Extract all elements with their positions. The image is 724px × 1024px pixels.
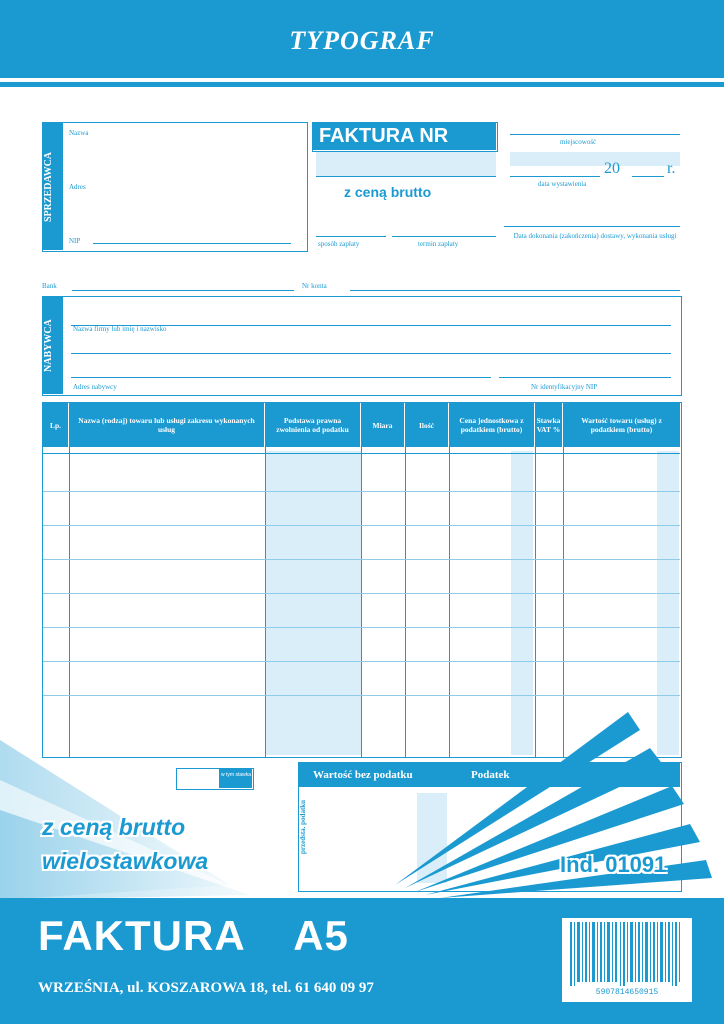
year-suffix: r. xyxy=(667,160,676,177)
buyer-nip-label: Nr identyfikacyjny NIP xyxy=(531,383,598,391)
col-value: Wartość towaru (usług) z podatkiem (brutto) xyxy=(581,416,662,434)
promo-line-2: wielostawkowa xyxy=(42,848,209,874)
tax-label: Podatek xyxy=(471,769,510,781)
delivery-date-label: Data dokonania (zakończenia) dostawy, wykonania usługi xyxy=(513,232,677,240)
buyer-label: NABYWCA xyxy=(43,319,54,372)
buyer-name-field[interactable] xyxy=(71,325,671,326)
seller-nip-field[interactable] xyxy=(93,243,291,244)
seller-label: SPRZEDAWCA xyxy=(43,151,54,222)
year-prefix: 20 xyxy=(604,160,620,177)
delivery-date-field[interactable] xyxy=(504,226,680,227)
bank-label: Bank xyxy=(42,282,57,290)
invoice-subtitle: z ceną brutto xyxy=(344,184,432,200)
col-quantity: Ilość xyxy=(405,403,449,447)
payment-method-field[interactable] xyxy=(316,236,386,237)
buyer-address-label: Adres nabywcy xyxy=(73,383,117,391)
summary-side-label: przedsta. podatku xyxy=(299,799,307,855)
barcode-number: 5907814650915 xyxy=(595,988,659,997)
promo-line-1: z ceną brutto xyxy=(42,814,186,840)
col-lp: Lp. xyxy=(43,403,69,447)
footer-title: FAKTURA A5 xyxy=(38,912,349,959)
brand-name: TYPOGRAF xyxy=(289,26,435,55)
buyer-nip-field[interactable] xyxy=(499,377,671,378)
account-label: Nr konta xyxy=(302,282,327,290)
buyer-box xyxy=(42,296,682,396)
barcode xyxy=(562,918,692,1002)
year-field[interactable] xyxy=(632,176,664,177)
col-unit-price: Cena jednostkowa z podatkiem (brutto) xyxy=(449,403,535,447)
bank-field[interactable] xyxy=(72,290,294,291)
invoice-title: FAKTURA NR xyxy=(319,125,449,147)
barcode-bars xyxy=(562,918,692,992)
top-banner-rule xyxy=(0,82,724,87)
seller-address-label: Adres xyxy=(69,183,86,191)
invoice-title-box xyxy=(312,122,498,152)
account-field[interactable] xyxy=(350,290,680,291)
col-unit: Miara xyxy=(361,403,405,447)
col-name: Nazwa (rodzaj) towaru lub usługi zakresu wykonanych usług xyxy=(69,403,265,447)
col-legal-basis: Podstawa prawna zwolnienia od podatku xyxy=(265,403,361,447)
seller-box xyxy=(42,122,308,252)
issue-date-label: data wystawienia xyxy=(538,180,587,188)
payment-term-label: termin zapłaty xyxy=(418,240,459,248)
index-number: Ind. 01091 xyxy=(560,852,667,877)
payment-term-field[interactable] xyxy=(392,236,496,237)
date-day-field[interactable] xyxy=(510,176,600,177)
payment-method-label: sposób zapłaty xyxy=(318,240,360,248)
seller-nip-label: NIP xyxy=(69,237,81,245)
buyer-name-field-2[interactable] xyxy=(71,353,671,354)
place-field[interactable] xyxy=(510,134,680,135)
place-label: miejscowość xyxy=(560,138,597,146)
footer-address: WRZEŚNIA, ul. KOSZAROWA 18, tel. 61 640 09 97 xyxy=(38,980,374,996)
col-vat: Stawka VAT % xyxy=(535,403,563,447)
buyer-name-label: Nazwa firmy lub imię i nazwisko xyxy=(73,325,167,333)
seller-name-label: Nazwa xyxy=(69,129,89,137)
invoice-number-field[interactable] xyxy=(316,152,496,176)
buyer-address-field[interactable] xyxy=(71,377,491,378)
items-table-header xyxy=(43,403,680,447)
small-box-label: w tym stawka xyxy=(221,772,252,778)
net-value-label: Wartość bez podatku xyxy=(313,769,413,781)
